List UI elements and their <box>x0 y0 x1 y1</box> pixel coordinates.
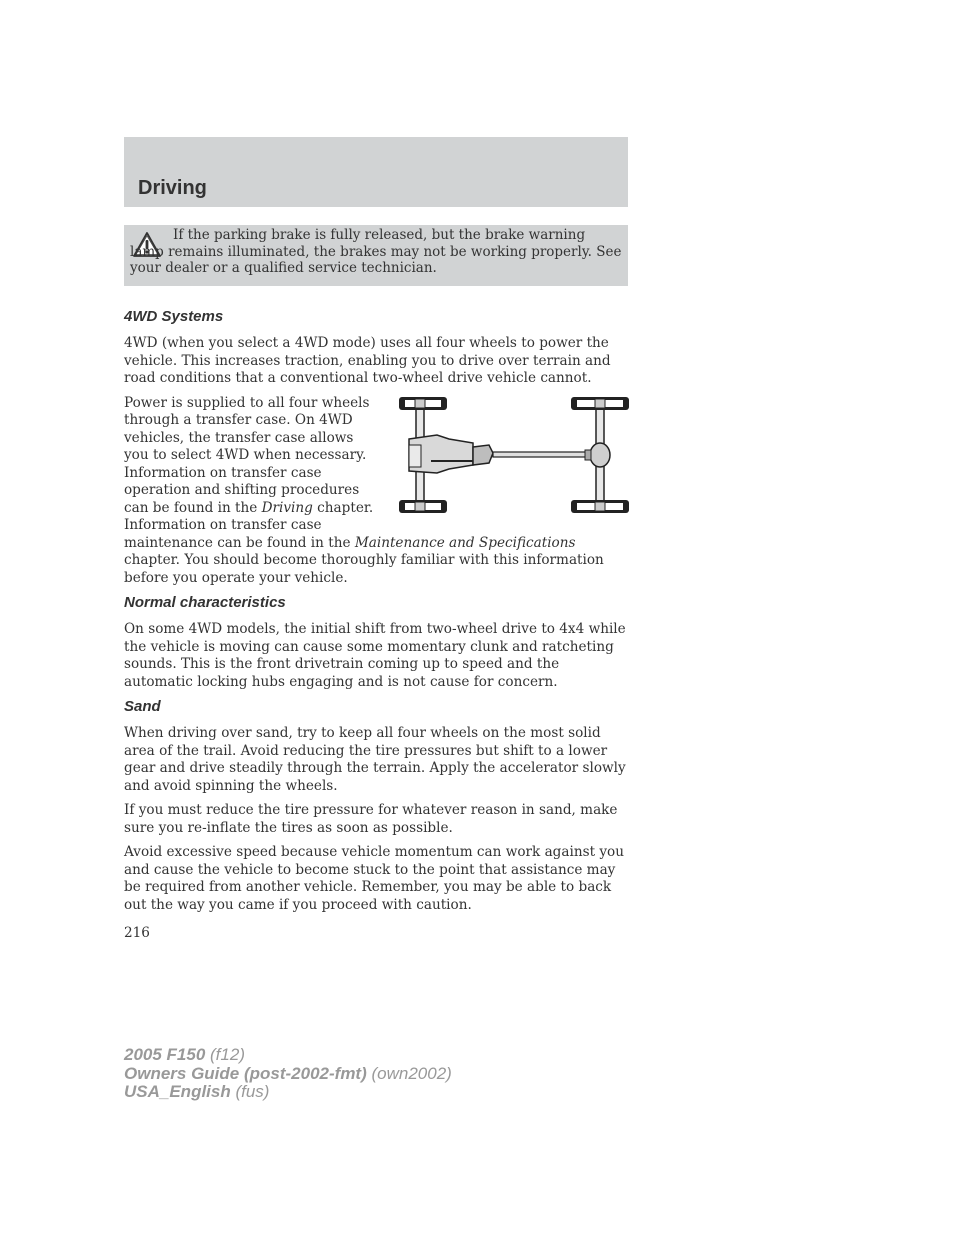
footer-line-language: USA_English (fus) <box>124 1082 270 1101</box>
paragraph-normal-characteristics: On some 4WD models, the initial shift from two-wheel drive to 4x4 while the vehicle is moving can cause some momentary clunk and ratcheting sounds. This is the front drivetrain coming up to speed and the automatic locking hubs engaging and is not cause for concern. <box>124 621 626 690</box>
reference-driving-chapter: Driving <box>261 499 313 516</box>
heading-4wd-systems: 4WD Systems <box>124 308 224 325</box>
rear-driveshaft <box>493 452 587 457</box>
page-number: 216 <box>124 925 150 941</box>
chapter-header-band <box>124 137 628 207</box>
document-footer <box>124 1046 452 1102</box>
paragraph-sand-1: When driving over sand, try to keep all four wheels on the most solid area of the trail. Avoid reducing the tire pressures but shift to a lower gear and drive steadily through the terrain. Apply the accelerator slowly and avoid spinning the wheels. <box>124 725 626 794</box>
warning-text: If the parking brake is fully released, but the brake warning lamp remains illuminated, the brakes may not be working properly. See your dealer or a qualified service technician. <box>130 227 622 276</box>
drivetrain-diagram <box>389 395 629 517</box>
heading-normal-characteristics: Normal characteristics <box>124 594 286 611</box>
heading-sand: Sand <box>124 698 161 715</box>
chapter-title: Driving <box>138 177 207 199</box>
rear-right-wheel <box>571 500 629 513</box>
paragraph-4wd-transfer-case: Power is supplied to all four wheels through a transfer case. On 4WD vehicles, the transfer case allows you to select 4WD when necessary. Information on transfer case operation and shifting procedures can be found in the Driving chapter. Information on transfer case maintenance can be found in the Maintenance and Specifications chapter. You should become thoroughly familiar with this information before you operate your vehicle. <box>124 394 604 586</box>
footer-line-guide: Owners Guide (post-2002-fmt) (own2002) <box>124 1063 452 1083</box>
paragraph-4wd-intro: 4WD (when you select a 4WD mode) uses all four wheels to power the vehicle. This increases traction, enabling you to drive over terrain and road conditions that a conventional two-wheel drive vehicle cannot. <box>124 335 611 386</box>
footer-line-model: 2005 F150 (f12) <box>124 1045 245 1064</box>
rear-left-wheel <box>571 397 629 410</box>
front-right-wheel <box>399 500 447 513</box>
paragraph-sand-2: If you must reduce the tire pressure for whatever reason in sand, make sure you re-inflate the tires as soon as possible. <box>124 802 618 836</box>
rear-differential <box>590 443 610 467</box>
reference-maintenance-chapter: Maintenance and Specifications <box>354 534 576 551</box>
main-content <box>124 308 629 921</box>
transfer-case <box>473 445 493 465</box>
front-left-wheel <box>399 397 447 410</box>
warning-box <box>124 225 628 286</box>
paragraph-sand-3: Avoid excessive speed because vehicle momentum can work against you and cause the vehicle to become stuck to the point that assistance may be required from another vehicle. Remember, you may be able to back out the way you came if you proceed with caution. <box>124 844 624 913</box>
